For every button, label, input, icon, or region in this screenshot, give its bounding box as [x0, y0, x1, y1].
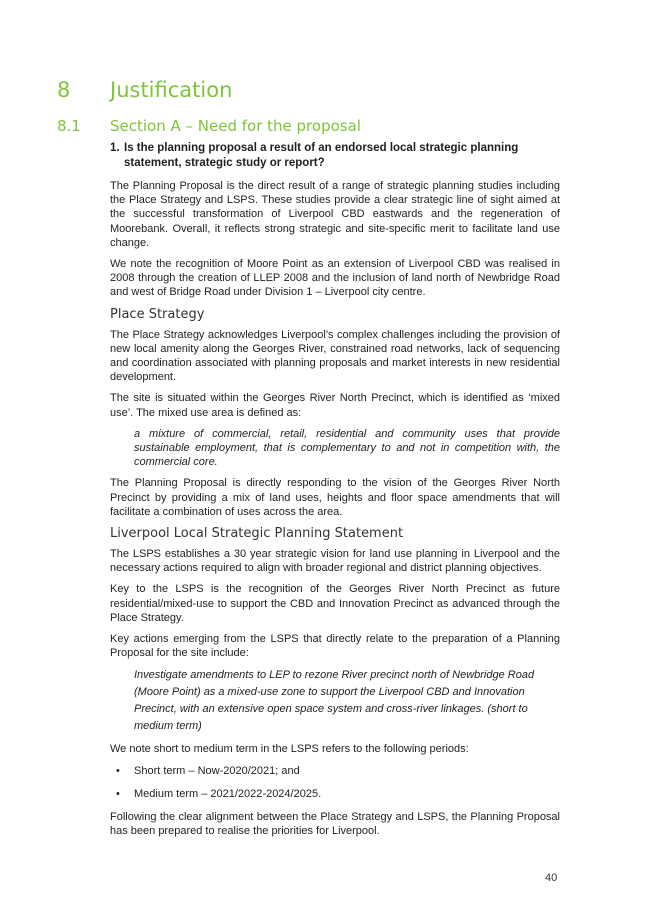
section-title: Section A – Need for the proposal [110, 117, 361, 135]
body-content [110, 141, 560, 845]
chapter-title: Justification [110, 78, 233, 102]
bullet-icon: • [116, 764, 120, 777]
lsps-heading: Liverpool Local Strategic Planning Statement [110, 526, 404, 542]
question-number: 1. [110, 142, 120, 154]
block-quote: Investigate amendments to LEP to rezone River precinct north of Newbridge Road (Moore Point) as a mixed-use zone to support the Liverpool CBD and Innovation Precinct, with an extensive open space system and cross-river linkages. (short to medium term) [134, 669, 535, 733]
paragraph: Key actions emerging from the LSPS that directly relate to the preparation of a Planning Proposal for the site include: [110, 633, 560, 660]
paragraph: The LSPS establishes a 30 year strategic vision for land use planning in Liverpool and the necessary actions required to align with broader regional and district planning objectives. [110, 548, 560, 575]
bullet-icon: • [116, 787, 120, 800]
chapter-number: 8 [57, 78, 71, 102]
list-item [110, 764, 560, 778]
paragraph: Key to the LSPS is the recognition of the Georges River North Precinct as future residential/mixed-use to support the CBD and Innovation Precinct as advanced through the Place Strategy. [110, 583, 560, 624]
question [110, 141, 560, 171]
list-item-text: Medium term – 2021/2022-2024/2025. [134, 787, 322, 800]
section-heading [57, 117, 361, 135]
paragraph: We note short to medium term in the LSPS refers to the following periods: [110, 743, 469, 756]
paragraph: The Place Strategy acknowledges Liverpool’s complex challenges including the provision of new local amenity along the Georges River, constrained road networks, lack of sequencing and coordination associated with planning proposals and market interests in new residential development. [110, 328, 560, 384]
intro-paragraph: We note the recognition of Moore Point as an extension of Liverpool CBD was realised in 2008 through the creation of LLEP 2008 and the inclusion of land north of Newbridge Road and west of Bridge Road under Division 1 – Liverpool city centre. [110, 258, 560, 299]
place-strategy-heading: Place Strategy [110, 306, 205, 322]
section-number: 8.1 [57, 117, 81, 135]
chapter-heading [57, 78, 232, 102]
question-text: Is the planning proposal a result of an endorsed local strategic planning statement, strategic study or report? [124, 142, 519, 169]
intro-paragraph: The Planning Proposal is the direct result of a range of strategic planning studies including the Place Strategy and LSPS. These studies provide a clear strategic line of sight aimed at the successful transformation of Liverpool CBD eastwards and the regeneration of Moorebank. Overall, it reflects strong strategic and site-specific merit to facilitate land use change. [110, 180, 560, 249]
block-quote: a mixture of commercial, retail, residential and community uses that provide sustainable employment, that is complementary to and not in competition with, the commercial core. [134, 427, 560, 469]
paragraph: Following the clear alignment between the Place Strategy and LSPS, the Planning Proposal has been prepared to realise the priorities for Liverpool. [110, 810, 560, 837]
paragraph: The site is situated within the Georges River North Precinct, which is identified as ‘mixed use’. The mixed use area is defined as: [110, 392, 560, 419]
list-item-text: Short term – Now-2020/2021; and [134, 764, 300, 777]
list-item [110, 787, 560, 801]
paragraph: The Planning Proposal is directly responding to the vision of the Georges River North Precinct by providing a mix of land uses, heights and floor space amendments that will facilitate a combination of uses across the area. [110, 477, 560, 518]
bullet-list [110, 764, 560, 801]
page-number: 40 [545, 872, 558, 884]
